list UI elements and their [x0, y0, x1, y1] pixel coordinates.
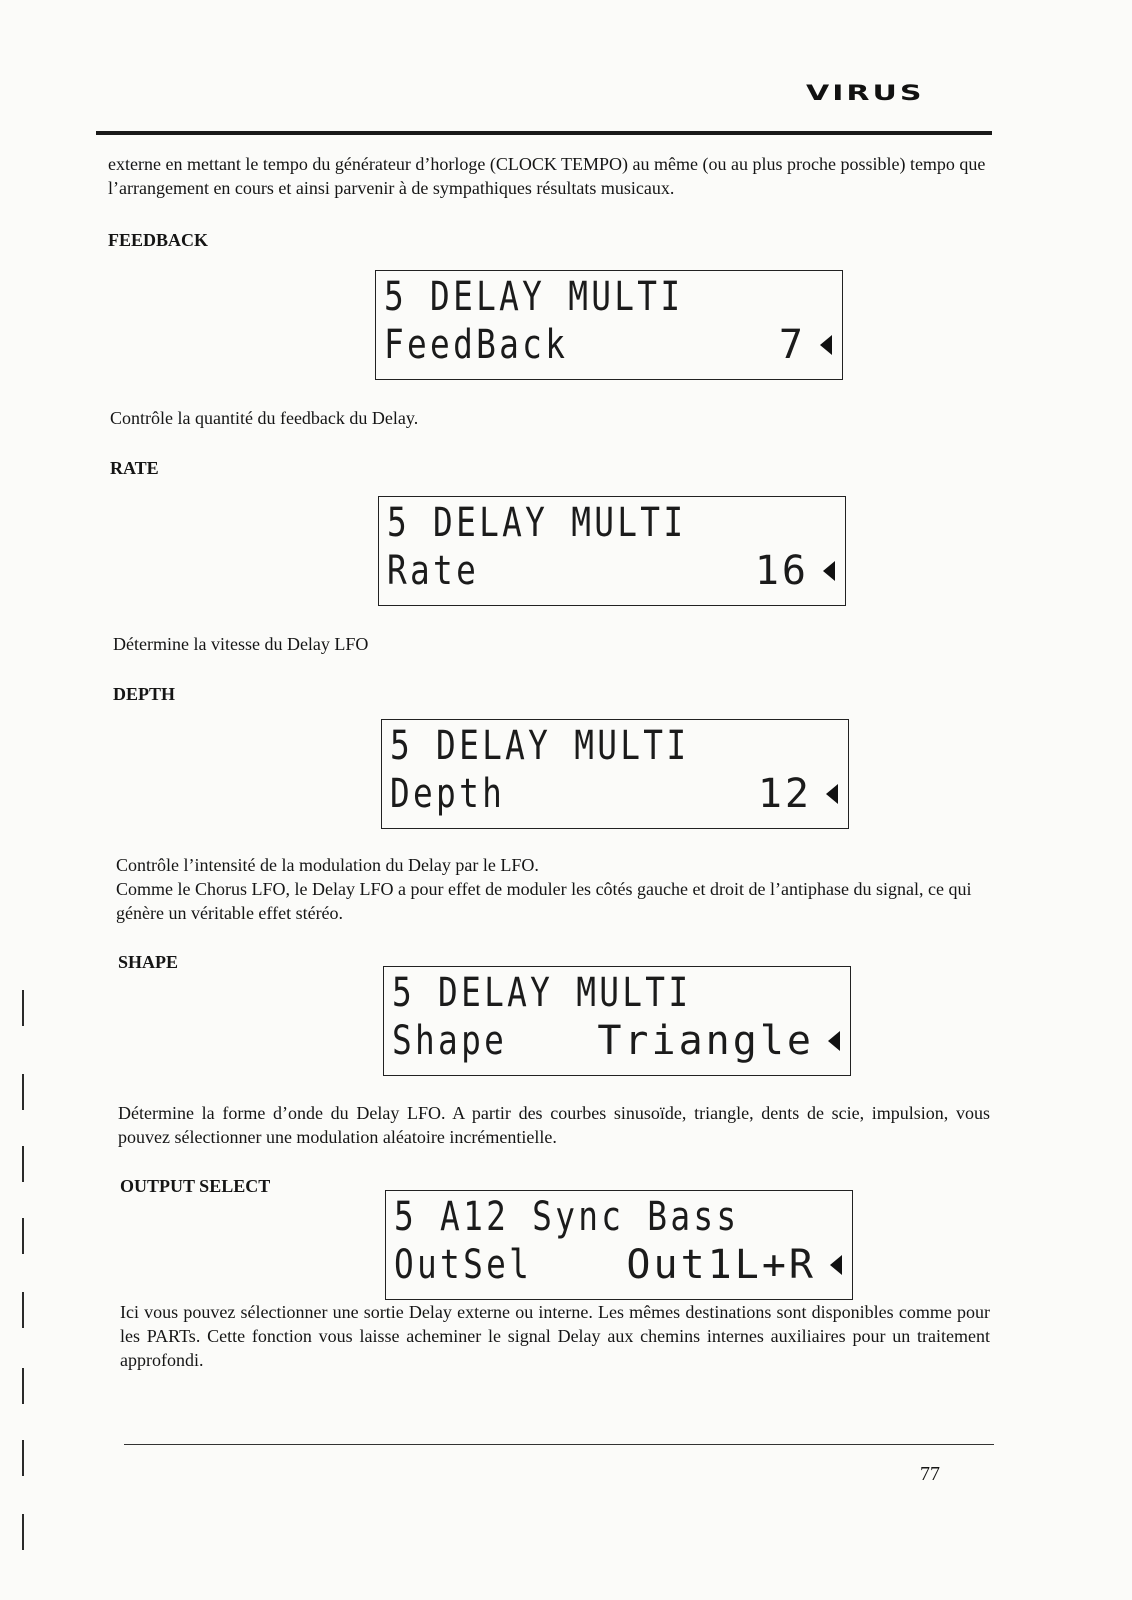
lcd-line-2: Depth [390, 771, 506, 817]
cursor-arrow-icon [820, 335, 832, 355]
intro-paragraph: externe en mettant le tempo du générateur d’horloge (CLOCK TEMPO) au même (ou au plus proche possible) tempo que l’arrangement en cours et ainsi parvenir à de sympathiques résultats musicaux. [108, 154, 986, 198]
section-title-output-select: OUTPUT SELECT [120, 1176, 271, 1196]
section-title-shape: SHAPE [118, 952, 179, 972]
lcd-display-feedback [375, 270, 843, 380]
lcd-display-depth [381, 719, 849, 829]
lcd-display-output-select [385, 1190, 853, 1300]
section-title-depth: DEPTH [113, 684, 176, 704]
lcd-value: 12 [757, 771, 812, 817]
section-title-rate: RATE [110, 458, 159, 478]
lcd-line-1: 5 DELAY MULTI [392, 970, 692, 1016]
lcd-value: Triangle [597, 1018, 814, 1064]
lcd-display-rate [378, 496, 846, 606]
lcd-display-shape [383, 966, 851, 1076]
page-number: 77 [920, 1463, 940, 1485]
lcd-line-2: OutSel [394, 1242, 533, 1288]
lcd-value: 7 [778, 322, 806, 368]
section-description-shape: Détermine la forme d’onde du Delay LFO. A partir des courbes sinusoïde, triangle, dents de scie, impulsion, vous pouvez sélectionner une modulation aléatoire incrémentielle. [118, 1103, 990, 1147]
section-description-feedback: Contrôle la quantité du feedback du Delay. [110, 408, 419, 428]
binding-hole-mark [22, 1368, 24, 1404]
binding-hole-mark [22, 1440, 24, 1476]
lcd-line-1: 5 DELAY MULTI [390, 723, 690, 769]
cursor-arrow-icon [828, 1031, 840, 1051]
header-rule [96, 131, 992, 135]
lcd-line-1: 5 A12 Sync Bass [394, 1194, 740, 1240]
section-description-depth: Contrôle l’intensité de la modulation du Delay par le LFO. [116, 855, 539, 875]
binding-hole-mark [22, 1074, 24, 1110]
cursor-arrow-icon [823, 561, 835, 581]
section-description-rate: Détermine la vitesse du Delay LFO [113, 634, 369, 654]
lcd-value: Out1L+R [626, 1242, 816, 1288]
lcd-line-2: Rate [387, 548, 480, 594]
lcd-line-2: Shape [392, 1018, 508, 1064]
lcd-value: 16 [754, 548, 809, 594]
lcd-line-1: 5 DELAY MULTI [387, 500, 687, 546]
cursor-arrow-icon [826, 784, 838, 804]
cursor-arrow-icon [830, 1255, 842, 1275]
binding-hole-mark [22, 990, 24, 1026]
virus-logo: VIRUS [806, 80, 925, 106]
binding-hole-mark [22, 1292, 24, 1328]
binding-hole-mark [22, 1146, 24, 1182]
section-description-output-select: Ici vous pouvez sélectionner une sortie Delay externe ou interne. Les mêmes destinations sont disponibles comme pour les PARTs. Cette fonction vous laisse acheminer le signal Delay aux chemins internes auxiliaires pour un traitement approfondi. [120, 1302, 990, 1370]
binding-hole-mark [22, 1514, 24, 1550]
lcd-line-1: 5 DELAY MULTI [384, 274, 684, 320]
footer-rule [124, 1444, 994, 1445]
binding-hole-mark [22, 1218, 24, 1254]
lcd-line-2: FeedBack [384, 322, 569, 368]
section-description-depth-2: Comme le Chorus LFO, le Delay LFO a pour effet de moduler les côtés gauche et droit de l’antiphase du signal, ce qui génère un véritable effet stéréo. [116, 879, 972, 923]
section-title-feedback: FEEDBACK [108, 230, 209, 250]
